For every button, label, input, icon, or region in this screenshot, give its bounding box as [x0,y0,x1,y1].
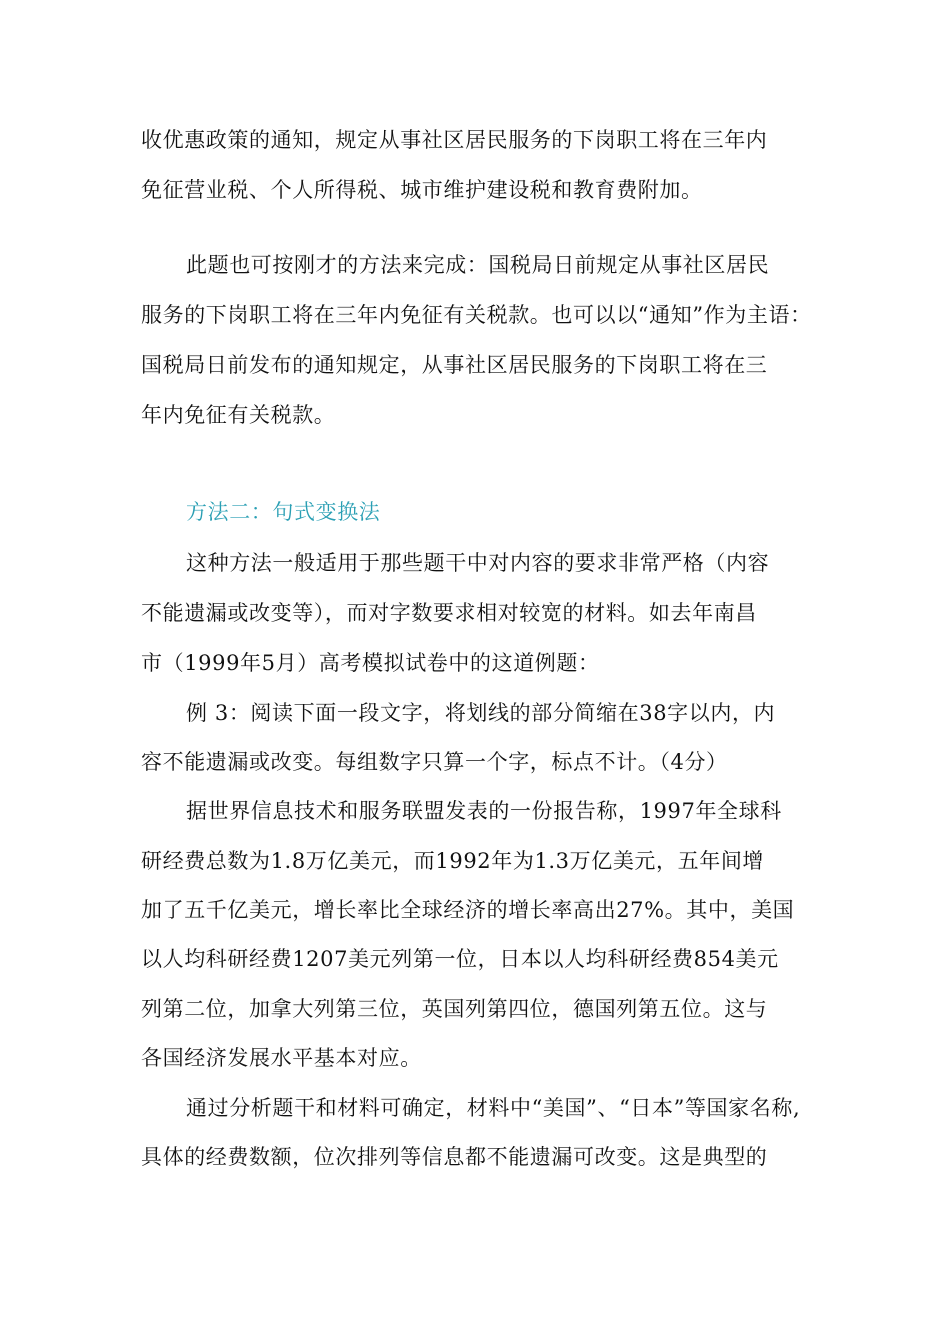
text-line: 收优惠政策的通知，规定从事社区居民服务的下岗职工将在三年内 [141,128,768,152]
text-line: 通过分析题干和材料可确定，材料中“美国”、“日本”等国家名称, [186,1096,801,1120]
text-line: 研经费总数为1.8万亿美元，而1992年为1.3万亿美元，五年间增 [141,849,765,873]
section-heading: 方法二：句式变换法 [186,500,381,524]
text-line: 列第二位，加拿大列第三位，英国列第四位，德国列第五位。这与 [141,997,768,1021]
text-line: 据世界信息技术和服务联盟发表的一份报告称，1997年全球科 [186,799,782,823]
text-line: 这种方法一般适用于那些题干中对内容的要求非常严格（内容 [186,551,770,575]
text-line: 各国经济发展水平基本对应。 [141,1046,422,1070]
text-line: 此题也可按刚才的方法来完成：国税局日前规定从事社区居民 [186,253,770,277]
text-line: 市（1999年5月）高考模拟试卷中的这道例题： [141,651,600,675]
text-line: 不能遗漏或改变等），而对字数要求相对较宽的材料。如去年南昌 [141,601,757,625]
text-line: 以人均科研经费1207美元列第一位，日本以人均科研经费854美元 [141,947,779,971]
text-line: 容不能遗漏或改变。每组数字只算一个字，标点不计。（4分） [141,750,728,774]
text-line: 国税局日前发布的通知规定，从事社区居民服务的下岗职工将在三 [141,353,768,377]
text-line: 免征营业税、个人所得税、城市维护建设税和教育费附加。 [141,178,703,202]
text-line: 加了五千亿美元，增长率比全球经济的增长率高出27%。其中，美国 [141,898,795,922]
text-line: 服务的下岗职工将在三年内免征有关税款。也可以以“通知”作为主语： [141,303,812,327]
text-line: 年内免征有关税款。 [141,403,336,427]
text-line: 具体的经费数额，位次排列等信息都不能遗漏可改变。这是典型的 [141,1145,768,1169]
text-line: 例 3：阅读下面一段文字，将划线的部分简缩在38字以内，内 [186,701,776,725]
